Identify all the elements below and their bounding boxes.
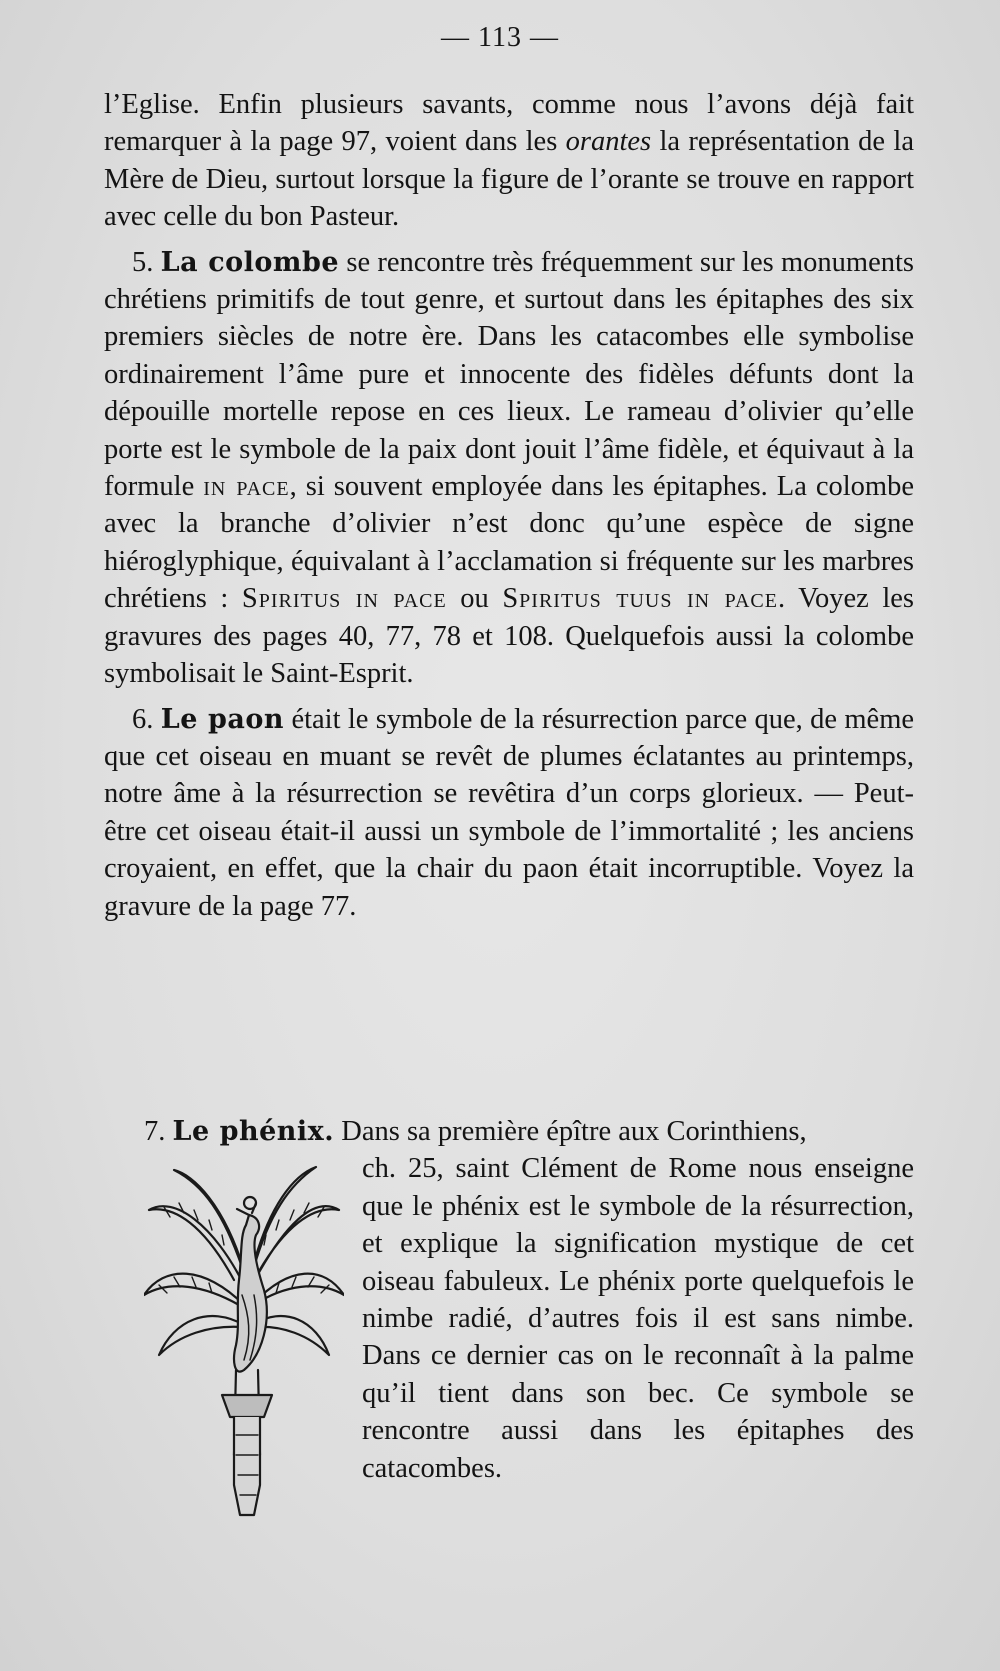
colombe-text-1: se rencontre très fréquemment sur les monuments chrétiens primitifs de tout genre, et surtout dans les épitaphes des six premiers siècles de notre ère. Dans les catacombes elle symbolise ordinairement l’âme pure et innocente des fidèles défunts dont la dépouille mortelle repose en ces lieux. Le rameau d’olivier qu’elle porte est le symbole de la paix dont jouit l’âme fidèle, et équivaut à la formule	[104, 246, 914, 503]
paragraph-paon	[104, 701, 914, 925]
phoenix-engraving	[144, 1155, 344, 1555]
phenix-number: 7.	[144, 1116, 173, 1147]
page-number: — 113 —	[441, 22, 559, 53]
colombe-in-pace: in pace	[203, 471, 290, 503]
paon-number: 6.	[132, 703, 161, 735]
phenix-first-line	[104, 1113, 914, 1150]
phoenix-icon	[144, 1155, 344, 1655]
paon-heading: Le paon	[160, 703, 285, 735]
phenix-text-rest: ch. 25, saint Clément de Rome nous enseigne que le phénix est le symbole de la résurrection, et explique la signification mystique de cet oiseau fabuleux. Le phénix porte quelquefois le nimbe radié, d’autres fois il est sans nimbe. Dans ce dernier cas on le reconnaît à la palme qu’il tient dans son bec. Ce symbole se rencontre aussi dans les épitaphes des catacombes.	[362, 1153, 914, 1484]
phenix-heading: Le phénix.	[172, 1116, 335, 1147]
colombe-number: 5.	[132, 246, 161, 278]
paragraph-colombe	[104, 244, 914, 693]
colombe-spiritus-in-pace: Spiritus in pace	[241, 583, 447, 615]
colombe-spiritus-tuus: Spiritus tuus in pace	[502, 583, 778, 615]
colombe-heading: La colombe	[160, 246, 340, 278]
orantes-text-1: l’Eglise. Enfin plusieurs savants, comme nous l’avons déjà fait remarquer à la page 97, voient dans les	[104, 89, 914, 158]
colombe-text-2: , si souvent employée dans les épitaphes. La colombe avec la branche d’olivier n’est donc qu’une espèce de signe hiéroglyphique, équivalant à l’acclamation si fréquente sur les marbres chrétiens :	[104, 471, 914, 615]
paon-text: était le symbole de la résurrection parce que, de même que cet oiseau en muant se revêt de plumes éclatantes au printemps, notre âme à la résurrection se revêtira d’un corps glorieux. — Peut-être cet oiseau était-il aussi un symbole de l’immortalité ; les anciens croyaient, en effet, que la chair du paon était incorruptible. Voyez la gravure de la page 77.	[104, 703, 915, 922]
colombe-text-4: . Voyez les gravures des pages 40, 77, 78 et 108. Quelquefois aussi la colombe symbolisait le Saint-Esprit.	[104, 583, 914, 690]
orantes-italic: orantes	[565, 126, 652, 158]
colombe-text-3: ou	[446, 583, 503, 615]
body-text	[104, 86, 914, 925]
paragraph-phenix	[104, 1113, 914, 1484]
phenix-text-first: Dans sa première épître aux Corinthiens,	[334, 1116, 807, 1147]
orantes-text-2: la représentation de la Mère de Dieu, surtout lorsque la figure de l’orante se trouve en rapport avec celle du bon Pasteur.	[104, 126, 914, 233]
paragraph-orantes	[104, 86, 914, 236]
